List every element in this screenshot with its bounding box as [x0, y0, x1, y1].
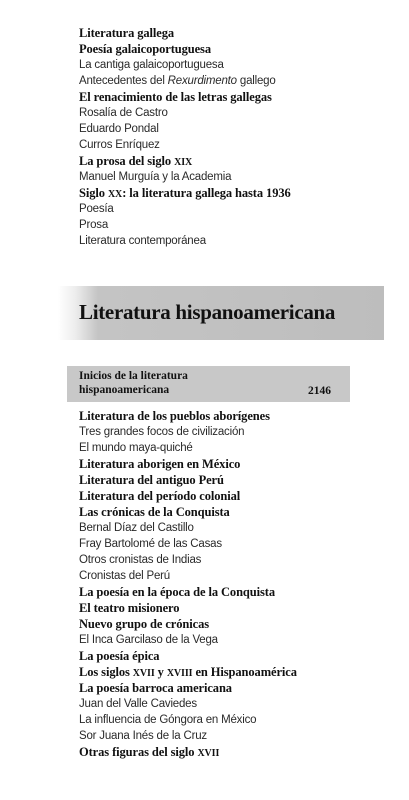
toc-text: XX	[107, 189, 123, 200]
toc-text: Eduardo Pondal	[79, 123, 159, 135]
toc-text: Manuel Murguía y la Academia	[79, 171, 232, 183]
toc-text: Literatura de los pueblos aborígenes	[79, 409, 270, 423]
toc-heading	[79, 408, 399, 424]
toc-heading	[79, 600, 399, 616]
toc-entry	[79, 440, 399, 456]
toc-heading	[79, 456, 399, 472]
toc-text: La poesía en la época de la Conquista	[79, 585, 275, 599]
toc-text: El mundo maya-quiché	[79, 442, 193, 454]
toc-heading	[79, 488, 399, 504]
toc-text: Fray Bartolomé de las Casas	[79, 538, 222, 550]
toc-heading	[79, 472, 399, 488]
toc-text: Antecedentes del	[79, 75, 168, 87]
toc-text: en Hispanoamérica	[192, 665, 297, 679]
toc-text: El teatro misionero	[79, 601, 180, 615]
toc-text: La influencia de Góngora en México	[79, 714, 257, 726]
toc-text: XVII	[197, 748, 220, 759]
toc-heading	[79, 648, 399, 664]
toc-text: Otros cronistas de Indias	[79, 554, 202, 566]
toc-list-literatura-hispanoamericana	[79, 408, 399, 760]
toc-heading	[79, 664, 399, 680]
toc-text: La cantiga galaicoportuguesa	[79, 59, 224, 71]
section-page-number: 2146	[308, 385, 331, 397]
toc-heading	[79, 744, 399, 760]
toc-text: : la literatura gallega hasta 1936	[122, 186, 291, 200]
toc-text: Los siglos	[79, 665, 133, 679]
toc-heading	[79, 41, 399, 57]
toc-entry	[79, 536, 399, 552]
toc-entry	[79, 568, 399, 584]
toc-heading	[79, 504, 399, 520]
toc-entry	[79, 552, 399, 568]
toc-text: Curros Enríquez	[79, 139, 160, 151]
toc-text: Literatura del período colonial	[79, 489, 241, 503]
toc-entry	[79, 105, 399, 121]
toc-text: La poesía épica	[79, 649, 160, 663]
toc-text: Poesía	[79, 203, 114, 215]
section-title	[79, 369, 299, 397]
toc-text: Tres grandes focos de civilización	[79, 426, 245, 438]
toc-text: Literatura aborigen en México	[79, 457, 241, 471]
toc-heading	[79, 616, 399, 632]
toc-entry	[79, 696, 399, 712]
toc-text: Bernal Díaz del Castillo	[79, 522, 194, 534]
toc-text: XVIII	[166, 668, 193, 679]
toc-text: Literatura contemporánea	[79, 235, 206, 247]
toc-text: XIX	[174, 157, 193, 168]
toc-text: La prosa del siglo	[79, 154, 175, 168]
toc-text: Literatura gallega	[79, 26, 175, 40]
chapter-title: Literatura hispanoamericana	[79, 300, 336, 324]
toc-entry	[79, 424, 399, 440]
toc-text: Juan del Valle Caviedes	[79, 698, 197, 710]
section-title-line1: Inicios de la literatura	[79, 370, 188, 382]
toc-text: Poesía galaicoportuguesa	[79, 42, 211, 56]
section-title-line2: hispanoamericana	[79, 384, 170, 396]
toc-heading	[79, 185, 399, 201]
toc-entry	[79, 712, 399, 728]
toc-text: Sor Juana Inés de la Cruz	[79, 730, 207, 742]
toc-list-literatura-gallega	[79, 25, 399, 249]
toc-text: gallego	[236, 75, 276, 87]
toc-entry	[79, 169, 399, 185]
toc-entry	[79, 57, 399, 73]
toc-text: Siglo	[79, 186, 108, 200]
toc-text: El Inca Garcilaso de la Vega	[79, 634, 218, 646]
toc-heading	[79, 584, 399, 600]
toc-text: Rosalía de Castro	[79, 107, 168, 119]
toc-heading	[79, 89, 399, 105]
toc-text: Otras figuras del siglo	[79, 745, 198, 759]
toc-heading	[79, 680, 399, 696]
toc-text: El renacimiento de las letras gallegas	[79, 90, 272, 104]
toc-entry	[79, 728, 399, 744]
toc-text: XVII	[132, 668, 155, 679]
toc-entry	[79, 121, 399, 137]
toc-heading	[79, 25, 399, 41]
toc-text: La poesía barroca americana	[79, 681, 232, 695]
toc-entry	[79, 632, 399, 648]
toc-entry	[79, 520, 399, 536]
toc-text: Nuevo grupo de crónicas	[79, 617, 209, 631]
toc-text: Rexurdimento	[167, 75, 237, 87]
toc-entry	[79, 233, 399, 249]
toc-entry	[79, 73, 399, 89]
toc-entry	[79, 201, 399, 217]
toc-text: Las crónicas de la Conquista	[79, 505, 230, 519]
toc-entry	[79, 137, 399, 153]
toc-text: Cronistas del Perú	[79, 570, 170, 582]
toc-text: Literatura del antiguo Perú	[79, 473, 224, 487]
toc-heading	[79, 153, 399, 169]
toc-text: Prosa	[79, 219, 109, 231]
toc-text: y	[154, 665, 167, 679]
toc-entry	[79, 217, 399, 233]
